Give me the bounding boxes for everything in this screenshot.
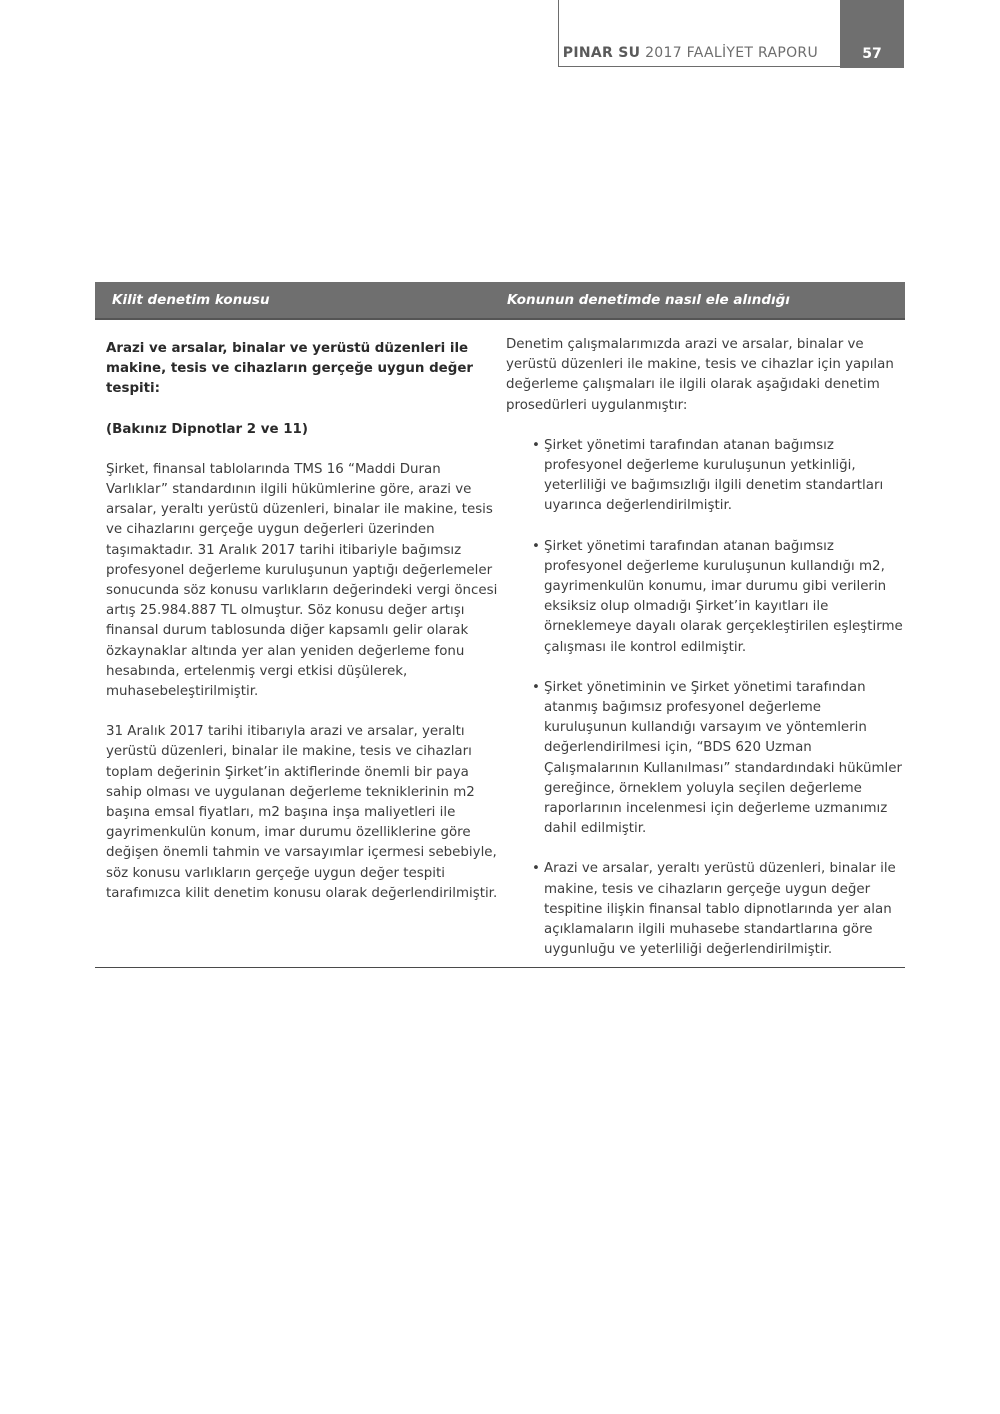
bullet-icon: • [532, 538, 540, 554]
bullet-icon: • [532, 861, 540, 877]
key-audit-matter-column [106, 339, 506, 904]
table-bottom-rule [95, 967, 905, 968]
brand-name: PINAR SU [562, 45, 641, 61]
page-number: 57 [840, 0, 904, 68]
header-frame [558, 0, 840, 67]
procedure-text: Arazi ve arsalar, yeraltı yerüstü düzenleri, binalar ile makine, tesis ve cihazların gerçeğe uygun değer tespitine ilişkin finansal tablo dipnotlarında yer alan açıklamaların ilgili muhasebe standartlarına göre uygunluğu ve yeterliliği değerlendirilmiştir. [544, 861, 896, 958]
matter-paragraph-2: 31 Aralık 2017 tarihi itibarıyla arazi ve arsalar, yeraltı yerüstü düzenleri, binalar ile makine, tesis ve cihazları toplam değerinin Şirket’in aktiflerinde önemli bir paya sahip olması ve uygulanan değerleme tekniklerinin m2 başına emsal fiyatları, m2 başına inşa maliyetleri ile gayrimenkulün konum, imar durumu özelliklerine göre değişen önemli tahmin ve varsayımlar içermesi sebebiyle, söz konusu varlıkların gerçeğe uygun değer tespiti tarafımızca kilit denetim konusu olarak değerlendirilmiştir. [106, 724, 498, 901]
table-header-row [95, 282, 905, 320]
report-title-rest: 2017 FAALİYET RAPORU [645, 45, 818, 61]
procedure-text: Şirket yönetimi tarafından atanan bağımsız profesyonel değerleme kuruluşunun kullandığı m2, gayrimenkulün konumu, imar durumu gibi verilerin eksiksiz olup olmadığı Şirket’in kayıtları ile örneklemeye dayalı olarak gerçekleştirilen eşleştirme çalışması ile kontrol edilmiştir. [544, 538, 903, 655]
col-header-audit-response: Konunun denetimde nasıl ele alındığı [507, 292, 790, 308]
procedure-text: Şirket yönetiminin ve Şirket yönetimi tarafından atanmış bağımsız profesyonel değerleme kuruluşunun kullandığı varsayım ve yöntemlerin değerlendirilmesi için, “BDS 620 Uzman Çalışmalarının Kullanılması” standardındaki hükümler gereğince, örneklem yoluyla seçilen değerleme raporlarının incelenmesi için değerleme uzmanımız dahil edilmiştir. [544, 679, 902, 837]
list-item [506, 678, 906, 840]
list-item [506, 859, 906, 960]
procedure-text: Şirket yönetimi tarafından atanan bağımsız profesyonel değerleme kuruluşunun yetkinliği, yeterliliği ve bağımsızlığı ilgili denetim standartları uyarınca değerlendirilmiştir. [544, 437, 884, 514]
matter-paragraph-1: Şirket, finansal tablolarında TMS 16 “Maddi Duran Varlıklar” standardının ilgili hükümlerine göre, arazi ve arsalar, yeraltı yerüstü düzenleri, binalar ile makine, tesis ve cihazlarını gerçeğe uygun değerleri üzerinden taşımaktadır. 31 Aralık 2017 tarihi itibariyle bağımsız profesyonel değerleme kuruluşunun yaptığı değerlemeler sonucunda söz konusu varlıkların değerindeki vergi öncesi artış 25.984.887 TL olmuştur. Söz konusu değer artışı finansal durum tablosunda diğer kapsamlı gelir olarak özkaynaklar altında yer alan yeniden değerleme fonu hesabında, ertelenmiş vergi etkisi düşülerek, muhasebeleştirilmiştir. [106, 461, 498, 700]
list-item [506, 436, 906, 517]
matter-heading: Arazi ve arsalar, binalar ve yerüstü düzenleri ile makine, tesis ve cihazların gerçeğe uygun değer tespiti: [106, 341, 474, 397]
report-title [563, 45, 818, 61]
bullet-icon: • [532, 679, 540, 695]
footnote-reference: (Bakınız Dipnotlar 2 ve 11) [106, 421, 308, 437]
list-item [506, 537, 906, 658]
col-header-key-audit-matter: Kilit denetim konusu [112, 292, 270, 308]
response-intro: Denetim çalışmalarımızda arazi ve arsalar, binalar ve yerüstü düzenleri ile makine, tesis ve cihazlar için yapılan değerleme çalışmaları ile ilgili olarak aşağıdaki denetim prosedürleri uygulanmıştır: [506, 337, 894, 413]
procedure-list [506, 436, 906, 961]
audit-response-column [506, 335, 906, 980]
bullet-icon: • [532, 437, 540, 453]
